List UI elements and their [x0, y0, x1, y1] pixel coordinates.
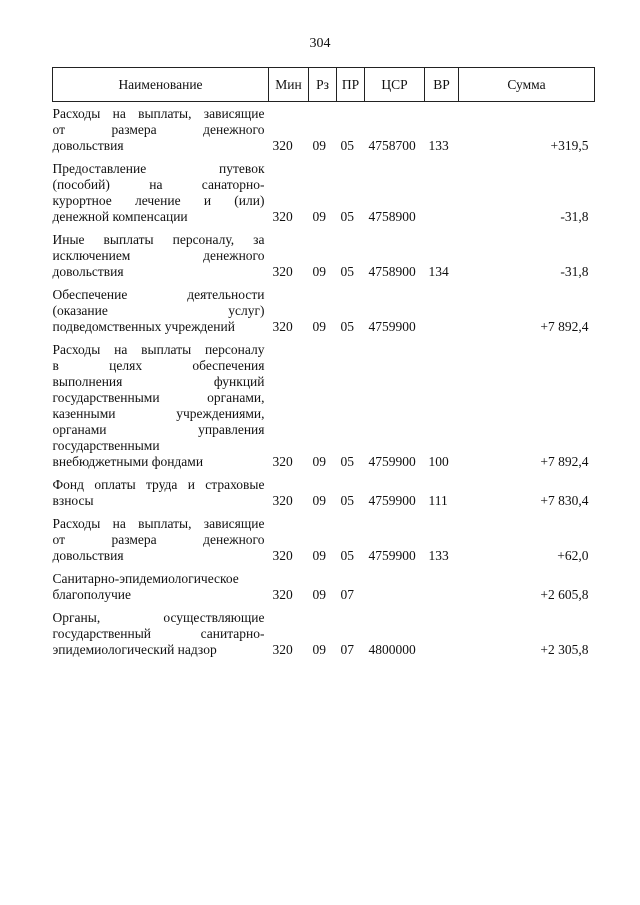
row-csr: 4758900: [368, 264, 416, 279]
table-row: [53, 335, 595, 470]
row-name-line: Расходы на выплаты, зависящие: [52, 106, 265, 121]
table-row: [53, 470, 595, 509]
row-pr: 07: [340, 642, 354, 657]
row-csr: 4759900: [368, 319, 416, 334]
row-vr: [425, 603, 459, 658]
row-sum: +319,5: [550, 138, 589, 153]
row-rz: 09: [312, 587, 326, 602]
row-name-line: Расходы на выплаты персоналу: [52, 342, 265, 357]
row-vr: [425, 564, 459, 603]
row-name-line: исключением денежного: [52, 248, 265, 263]
header-rz: Рз: [309, 68, 337, 102]
row-name-line: благополучие: [52, 587, 132, 602]
table-row: [53, 509, 595, 564]
row-rz: 09: [312, 642, 326, 657]
row-min: 320: [272, 209, 293, 224]
row-min: 320: [272, 454, 293, 469]
row-name-line: Предоставление путевок: [52, 161, 265, 176]
row-name-line: органами управления: [52, 422, 265, 437]
row-vr: 133: [428, 548, 449, 563]
row-name-line: Обеспечение деятельности: [52, 287, 265, 302]
header-vr: ВР: [425, 68, 459, 102]
row-name-line: Санитарно-эпидемиологическое: [52, 571, 239, 586]
table-row: [53, 154, 595, 225]
row-csr: 4758700: [368, 138, 416, 153]
row-min: 320: [272, 587, 293, 602]
row-name-line: (пособий) на санаторно-: [52, 177, 265, 192]
row-name-line: государственными органами,: [52, 390, 265, 405]
table-body: [53, 102, 595, 659]
row-name-line: подведомственных учреждений: [52, 319, 235, 334]
row-name: [53, 102, 269, 155]
row-name-line: Иные выплаты персоналу, за: [52, 232, 265, 247]
row-name-line: эпидемиологический надзор: [52, 642, 217, 657]
table-row: [53, 225, 595, 280]
table-row: [53, 280, 595, 335]
row-pr: 05: [340, 548, 354, 563]
row-rz: 09: [312, 209, 326, 224]
page-number: 304: [309, 36, 331, 51]
row-pr: 05: [340, 264, 354, 279]
row-csr: 4800000: [368, 642, 416, 657]
row-sum: -31,8: [560, 209, 589, 224]
row-csr: 4758900: [368, 209, 416, 224]
header-name: Наименование: [53, 68, 269, 102]
row-vr: 133: [428, 138, 449, 153]
row-name: [53, 154, 269, 225]
row-name-line: (оказание услуг): [52, 303, 265, 318]
header-pr: ПР: [337, 68, 365, 102]
row-name-line: довольствия: [52, 548, 124, 563]
row-rz: 09: [312, 264, 326, 279]
header-sum: Сумма: [459, 68, 595, 102]
row-name-line: казенными учреждениями,: [52, 406, 265, 421]
row-name-line: выполнения функций: [52, 374, 265, 389]
row-name-line: довольствия: [52, 264, 124, 279]
row-name-line: курортное лечение и (или): [52, 193, 265, 208]
row-min: 320: [272, 642, 293, 657]
row-name-line: внебюджетными фондами: [52, 454, 204, 469]
row-min: 320: [272, 264, 293, 279]
row-rz: 09: [312, 493, 326, 508]
row-vr: 134: [428, 264, 449, 279]
row-sum: +7 892,4: [540, 319, 589, 334]
row-sum: +2 605,8: [540, 587, 589, 602]
row-min: 320: [272, 548, 293, 563]
row-csr: 4759900: [368, 493, 416, 508]
row-pr: 05: [340, 454, 354, 469]
row-name: [53, 470, 269, 509]
row-vr: [425, 154, 459, 225]
header-min: Мин: [269, 68, 309, 102]
row-sum: +7 830,4: [540, 493, 589, 508]
row-name: [53, 335, 269, 470]
row-rz: 09: [312, 454, 326, 469]
row-name: [53, 564, 269, 603]
table-header-row: [53, 68, 595, 102]
row-min: 320: [272, 138, 293, 153]
row-sum: -31,8: [560, 264, 589, 279]
row-pr: 05: [340, 209, 354, 224]
row-rz: 09: [312, 138, 326, 153]
row-sum: +7 892,4: [540, 454, 589, 469]
row-name-line: довольствия: [52, 138, 124, 153]
row-name-line: Фонд оплаты труда и страховые: [52, 477, 265, 492]
row-pr: 05: [340, 493, 354, 508]
row-pr: 05: [340, 138, 354, 153]
row-name-line: от размера денежного: [52, 532, 265, 547]
row-csr: 4759900: [368, 454, 416, 469]
row-csr: 4759900: [368, 548, 416, 563]
row-name-line: Органы, осуществляющие: [52, 610, 265, 625]
row-vr: 111: [428, 493, 448, 508]
row-name: [53, 509, 269, 564]
row-rz: 09: [312, 548, 326, 563]
budget-table: [52, 67, 595, 658]
row-csr: [365, 564, 425, 603]
row-rz: 09: [312, 319, 326, 334]
table-row: [53, 102, 595, 155]
row-name-line: Расходы на выплаты, зависящие: [52, 516, 265, 531]
row-name-line: от размера денежного: [52, 122, 265, 137]
header-csr: ЦСР: [365, 68, 425, 102]
row-pr: 05: [340, 319, 354, 334]
row-name-line: взносы: [52, 493, 94, 508]
row-sum: +62,0: [557, 548, 589, 563]
row-vr: 100: [428, 454, 449, 469]
table-row: [53, 603, 595, 658]
row-vr: [425, 280, 459, 335]
row-name: [53, 603, 269, 658]
row-name: [53, 225, 269, 280]
table-row: [53, 564, 595, 603]
row-name-line: государственными: [52, 438, 160, 453]
row-min: 320: [272, 319, 293, 334]
row-name: [53, 280, 269, 335]
row-min: 320: [272, 493, 293, 508]
row-name-line: государственный санитарно-: [52, 626, 265, 641]
row-name-line: денежной компенсации: [52, 209, 188, 224]
row-pr: 07: [340, 587, 354, 602]
row-sum: +2 305,8: [540, 642, 589, 657]
row-name-line: в целях обеспечения: [52, 358, 265, 373]
